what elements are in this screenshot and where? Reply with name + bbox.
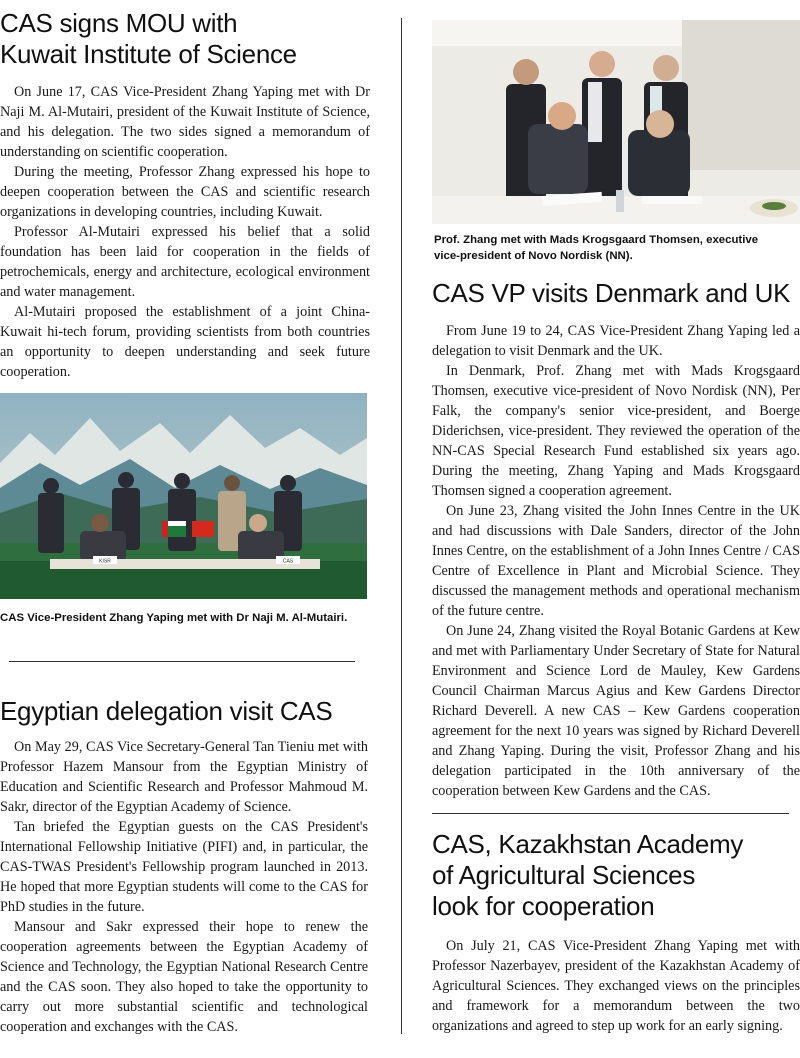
column-divider	[401, 18, 402, 1034]
headline-line: of Agricultural Sciences	[432, 860, 696, 890]
article-headline: Egyptian delegation visit CAS	[0, 696, 333, 726]
paragraph: On June 17, CAS Vice-President Zhang Yaping met with Dr Naji M. Al-Mutairi, president of the Kuwait Institute of Science, and his delegation. The two sides signed a memorandum of understanding on scientific cooperation.	[0, 84, 370, 160]
headline-line: CAS, Kazakhstan Academy	[432, 829, 744, 859]
cas-placard: CAS	[282, 558, 294, 565]
headline-line: Kuwait Institute of Science	[0, 39, 297, 69]
paragraph: Al-Mutairi proposed the establishment of a joint China-Kuwait hi-tech forum, providing scientists from both countries an opportunity to deepen understanding and seek future cooperation.	[0, 304, 370, 380]
section-divider	[432, 813, 789, 814]
paragraph: During the meeting, Professor Zhang expressed his hope to deepen cooperation between the CAS and scientific research organizations in developing countries, including Kuwait.	[0, 164, 370, 220]
paragraph: On June 23, Zhang visited the John Innes Centre in the UK and had discussions with Dale Sanders, director of the John Innes Centre, on the establishment of a John Innes Centre / CAS Centre of Excellence in Plant and Microbial Science. They discussed the management methods and operational mechanism of the future centre.	[432, 503, 800, 619]
article-body	[0, 737, 368, 1037]
article-body	[432, 321, 800, 801]
paragraph: Mansour and Sakr expressed their hope to renew the cooperation agreements between the Egyptian Academy of Science and Technology, the Egyptian National Research Centre and the CAS soon. They also hoped to take the opportunity to carry out more substantial scientific and technological cooperation and exchanges with the CAS.	[0, 919, 368, 1035]
kisr-placard: KISR	[99, 558, 111, 565]
photo-caption: Prof. Zhang met with Mads Krogsgaard Thomsen, executive vice-president of Novo Nordisk (NN).	[434, 234, 759, 262]
photo-caption: CAS Vice-President Zhang Yaping met with Dr Naji M. Al-Mutairi.	[0, 612, 348, 624]
photo-novo-nordisk-signing	[432, 20, 800, 224]
article-body	[0, 82, 370, 382]
article-egypt	[0, 696, 368, 1037]
article-kazakhstan	[432, 829, 800, 1036]
section-divider	[9, 661, 355, 662]
article-denmark	[432, 278, 800, 801]
paragraph: Professor Al-Mutairi expressed his belief that a solid foundation has been laid for cooperation in the fields of petrochemicals, energy and architecture, ecological environment and water management.	[0, 224, 370, 300]
paragraph: On June 24, Zhang visited the Royal Botanic Gardens at Kew and met with Parliamentary Under Secretary of State for Natural Environment and Science Lord de Mauley, Kew Gardens Council Chairman Marcus Agius and Kew Gardens Director Richard Deverell. A new CAS – Kew Gardens cooperation agreement for the next 10 years was signed by Richard Deverell and Zhang Yaping. During the visit, Professor Zhang and his delegation participated in the 10th anniversary of the cooperation between Kew Gardens and the CAS.	[432, 623, 800, 799]
article-headline	[0, 8, 370, 70]
article-headline: CAS VP visits Denmark and UK	[432, 278, 791, 308]
article-headline	[432, 829, 800, 922]
photo-kuwait-signing	[0, 393, 367, 599]
paragraph: In Denmark, Prof. Zhang met with Mads Krogsgaard Thomsen, executive vice-president of Novo Nordisk (NN), Per Falk, the company's senior vice-president, and Boerge Diderichsen, vice-president. They reviewed the operation of the NN-CAS Special Research Fund established six years ago. During the meeting, Zhang Yaping and Mads Krogsgaard Thomsen signed a cooperation agreement.	[432, 363, 800, 499]
paragraph: Tan briefed the Egyptian guests on the CAS President's International Fellowship Initiative (PIFI) and, in particular, the CAS-TWAS President's Fellowship program launched in 2013. He hoped that more Egyptian students will come to the CAS for PhD studies in the future.	[0, 819, 368, 915]
paragraph: On July 21, CAS Vice-President Zhang Yaping met with Professor Nazerbayev, president of the Kazakhstan Academy of Agricultural Sciences. They exchanged views on the principles and framework for a memorandum between the two organizations and agreed to step up work for an early signing.	[432, 938, 800, 1034]
paragraph: On May 29, CAS Vice Secretary-General Tan Tieniu met with Professor Hazem Mansour from the Egyptian Ministry of Education and Scientific Research and Professor Mahmoud M. Sakr, director of the Egyptian Academy of Science.	[0, 739, 368, 815]
meeting-photo-image	[432, 20, 800, 224]
headline-line: look for cooperation	[432, 891, 655, 921]
article-body	[432, 936, 800, 1036]
article-kuwait	[0, 8, 370, 382]
signing-ceremony-image	[0, 393, 367, 599]
headline-line: CAS signs MOU with	[0, 8, 238, 38]
paragraph: From June 19 to 24, CAS Vice-President Zhang Yaping led a delegation to visit Denmark and the UK.	[432, 323, 800, 359]
